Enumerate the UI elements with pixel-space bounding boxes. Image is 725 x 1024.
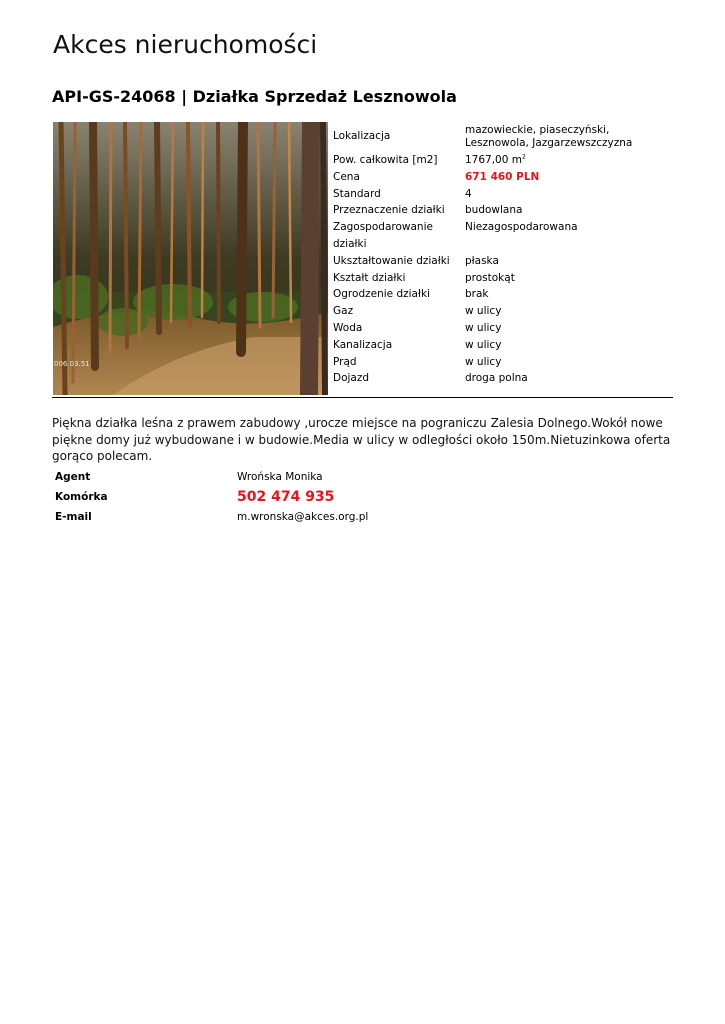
property-row-purpose (333, 202, 673, 219)
property-row-development (333, 219, 673, 253)
property-label: Cena (333, 170, 360, 183)
photo-timestamp: 006.03.51 (54, 360, 90, 368)
property-row-location (333, 124, 673, 149)
property-row-fence (333, 286, 673, 303)
property-row-sewage (333, 337, 673, 354)
listing-photo[interactable] (53, 122, 328, 395)
agent-row-email (55, 508, 455, 526)
property-label: Kształt działki (333, 271, 406, 284)
property-label: Ukształtowanie działki (333, 254, 450, 267)
area-unit-superscript: 2 (522, 153, 526, 161)
property-details-table (333, 124, 673, 387)
property-value: Niezagospodarowana (465, 221, 578, 234)
brand-title: Akces nieruchomości (53, 30, 318, 59)
price-value: 671 460 PLN (465, 170, 540, 183)
property-value: 4 (465, 187, 472, 200)
property-value: brak (465, 288, 489, 301)
property-value: w ulicy (465, 321, 502, 334)
email-link[interactable]: m.wronska@akces.org.pl (237, 511, 369, 523)
mobile-phone-link[interactable]: 502 474 935 (237, 489, 335, 505)
agent-label: Agent (55, 471, 91, 483)
property-label: Przeznaczenie działki (333, 204, 445, 217)
property-row-terrain (333, 253, 673, 270)
property-row-shape (333, 270, 673, 287)
agent-row-mobile (55, 486, 455, 508)
forest-photo-image (53, 122, 328, 395)
email-label: E-mail (55, 511, 92, 523)
property-value: prostokąt (465, 271, 515, 284)
property-row-water (333, 320, 673, 337)
section-divider (52, 397, 673, 398)
property-label: Ogrodzenie działki (333, 288, 430, 301)
property-row-area (333, 152, 673, 169)
property-value: budowlana (465, 204, 523, 217)
property-row-access (333, 370, 673, 387)
property-label: Pow. całkowita [m2] (333, 154, 438, 166)
property-value: droga polna (465, 372, 528, 385)
property-value: w ulicy (465, 305, 502, 318)
mobile-label: Komórka (55, 491, 108, 503)
property-row-gas (333, 303, 673, 320)
listing-title: API-GS-24068 | Działka Sprzedaż Lesznowola (52, 87, 457, 106)
agent-row-name (55, 468, 455, 486)
property-label: Kanalizacja (333, 338, 393, 351)
property-label: Lokalizacja (333, 130, 391, 143)
property-row-price (333, 169, 673, 186)
property-label: Prąd (333, 355, 357, 368)
listing-description: Piękna działka leśna z prawem zabudowy ,urocze miejsce na pograniczu Zalesia Dolnego.Wokół nowe piękne domy już wybudowane i w budowie.Media w ulicy w odległości około 150m.Nietuzinkowa oferta gorąco polecam. (52, 416, 671, 463)
property-value: mazowieckie, piaseczyński, Lesznowola, Jazgarzewszczyzna (465, 124, 633, 149)
property-value: w ulicy (465, 355, 502, 368)
property-label: Gaz (333, 305, 354, 318)
agent-contact-table (55, 468, 455, 526)
agent-name: Wrońska Monika (237, 471, 323, 483)
property-value: płaska (465, 254, 499, 267)
property-label: Woda (333, 321, 363, 334)
property-label: Standard (333, 187, 381, 200)
property-row-electricity (333, 354, 673, 371)
property-value: w ulicy (465, 338, 502, 351)
property-value (465, 152, 673, 169)
property-row-standard (333, 186, 673, 203)
area-value: 1767,00 m (465, 154, 522, 166)
property-label: Dojazd (333, 372, 370, 385)
property-label: Zagospodarowanie działki (333, 221, 433, 250)
